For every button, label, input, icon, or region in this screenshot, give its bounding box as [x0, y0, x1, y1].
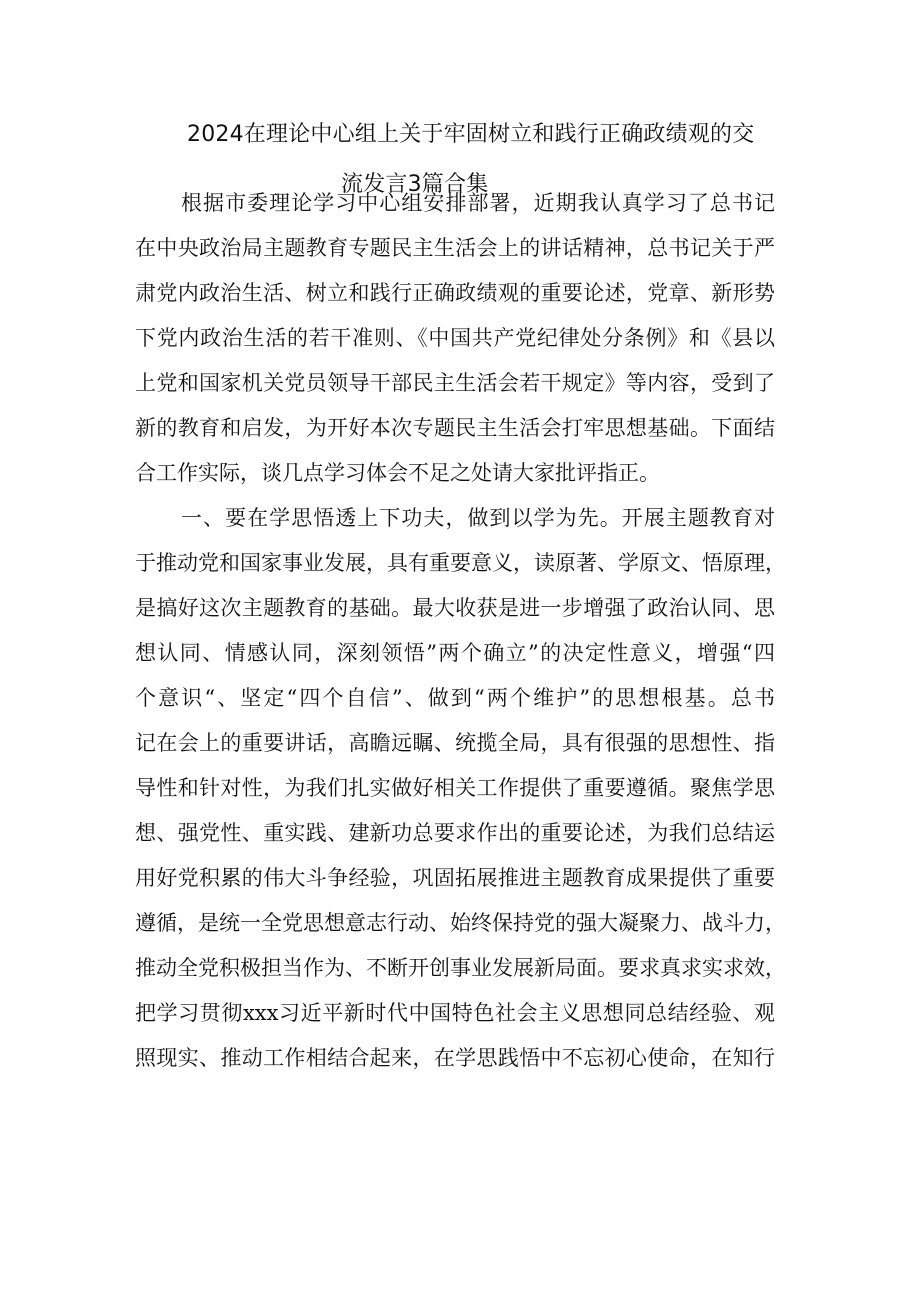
paragraph-2-line: 一、要在学思悟透上下功夫，做到以学为先。开展主题教育对	[181, 506, 775, 530]
paragraph-2-line: 用好党积累的伟大斗争经验，巩固拓展推进主题教育成果提供了重要	[135, 866, 775, 890]
paragraph-1-line: 肃党内政治生活、树立和践行正确政绩观的重要论述，党章、新形势	[135, 281, 775, 305]
paragraph-2-line: 导性和针对性，为我们扎实做好相关工作提供了重要遵循。聚焦学思	[135, 776, 775, 800]
paragraph-1-line: 合工作实际，谈几点学习体会不足之处请大家批评指正。	[135, 461, 660, 485]
paragraph-2-line: 是搞好这次主题教育的基础。最大收获是进一步增强了政治认同、思	[135, 596, 775, 620]
document-title-line-1: 2024在理论中心组上关于牢固树立和践行正确政绩观的交	[187, 122, 755, 147]
paragraph-2-line: 把学习贯彻xxx习近平新时代中国特色社会主义思想同总结经验、观	[135, 1001, 775, 1025]
paragraph-2-line: 照现实、推动工作相结合起来，在学思践悟中不忘初心使命，在知行	[135, 1046, 775, 1070]
paragraph-1-line: 根据市委理论学习中心组安排部署，近期我认真学习了总书记	[181, 191, 775, 215]
paragraph-2-line: 想、强党性、重实践、建新功总要求作出的重要论述，为我们总结运	[135, 821, 775, 845]
paragraph-1-line: 上党和国家机关党员领导干部民主生活会若干规定》等内容，受到了	[135, 371, 775, 395]
paragraph-2-line: 记在会上的重要讲话，高瞻远瞩、统揽全局，具有很强的思想性、指	[135, 731, 775, 755]
paragraph-2-line: 遵循，是统一全党思想意志行动、始终保持党的强大凝聚力、战斗力，	[135, 911, 786, 935]
paragraph-1-line: 新的教育和启发，为开好本次专题民主生活会打牢思想基础。下面结	[135, 416, 775, 440]
paragraph-1-line: 下党内政治生活的若干准则、《中国共产党纪律处分条例》和《县以	[135, 326, 775, 350]
paragraph-2-line: 于推动党和国家事业发展，具有重要意义，读原著、学原文、悟原理，	[135, 551, 786, 575]
document-title-line-2: 流发言3篇合集	[341, 172, 489, 197]
paragraph-2-line: 推动全党积极担当作为、不断开创事业发展新局面。要求真求实求效，	[135, 956, 786, 980]
paragraph-2-line: 想认同、情感认同，深刻领悟”两个确立”的决定性意义，增强“四	[135, 641, 775, 665]
paragraph-2-line: 个意识“、坚定“四个自信”、做到“两个维护”的思想根基。总书	[135, 686, 775, 710]
paragraph-1-line: 在中央政治局主题教育专题民主生活会上的讲话精神，总书记关于严	[135, 236, 775, 260]
